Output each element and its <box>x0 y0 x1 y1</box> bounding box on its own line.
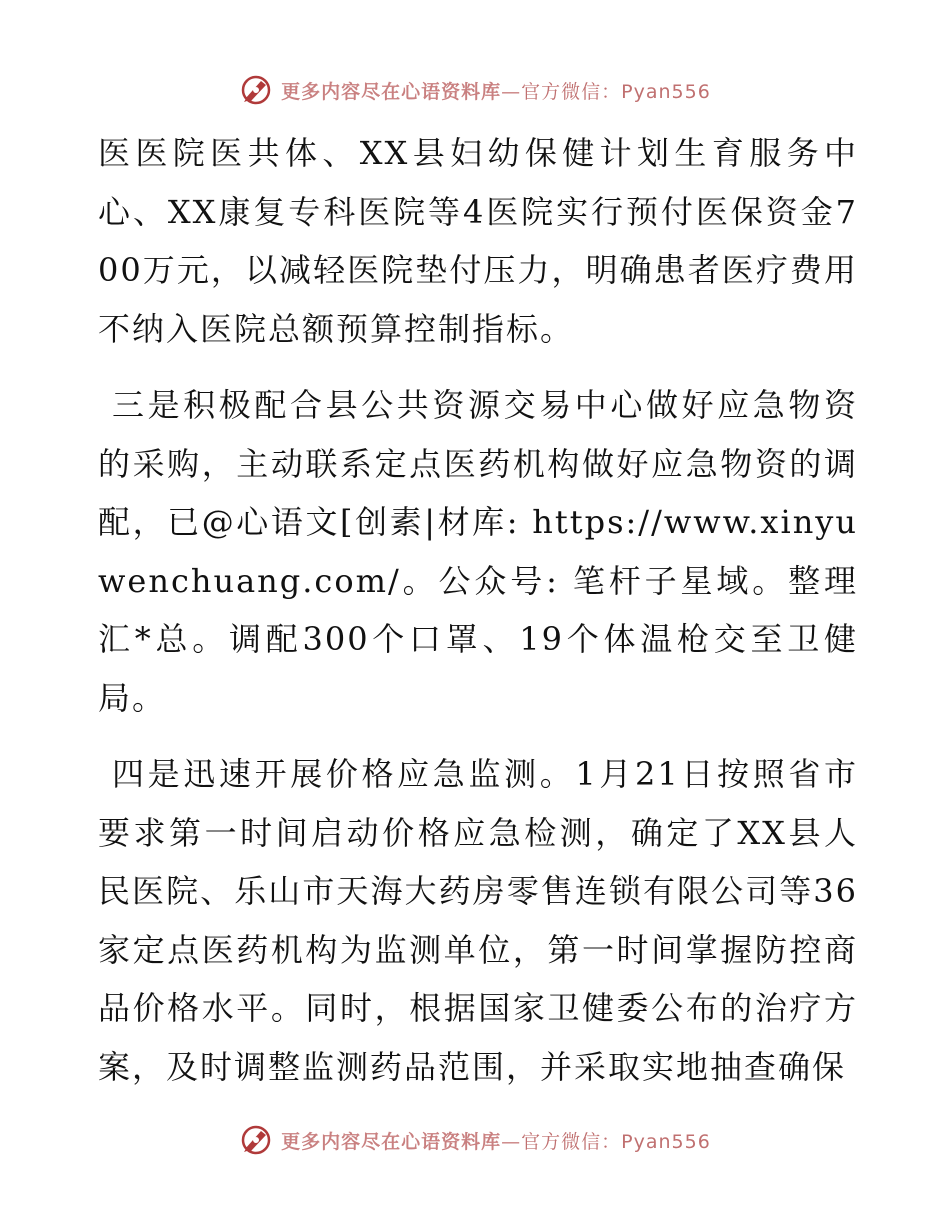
paragraph-1: 医医院医共体、XX县妇幼保健计划生育服务中心、XX康复专科医院等4医院实行预付医保资金700万元，以减轻医院垫付压力，明确患者医疗费用不纳入医院总额预算控制指标。 <box>98 134 858 348</box>
paragraph-2: 三是积极配合县公共资源交易中心做好应急物资的采购，主动联系定点医药机构做好应急物资的调配，已@心语文[创素|材库: https://www.xinyuwenchuang.com/。公众号: 笔杆子星域。整理汇*总。调配300个口罩、19个体温枪交至卫健局。 <box>98 386 858 717</box>
header-brand-label: 更多内容尽在心语资料库 <box>281 80 502 103</box>
header-brand-text <box>281 77 711 104</box>
footer-wechat-label: 官方微信：Pyan556 <box>521 1130 711 1153</box>
footer-separator: — <box>501 1130 522 1153</box>
header-separator: — <box>501 80 522 103</box>
footer-banner <box>0 1120 950 1160</box>
document-body <box>98 124 858 1096</box>
brand-logo-icon <box>239 73 273 107</box>
footer-brand-label: 更多内容尽在心语资料库 <box>281 1130 502 1153</box>
paragraph-3: 四是迅速开展价格应急监测。1月21日按照省市要求第一时间启动价格应急检测，确定了XX县人民医院、乐山市天海大药房零售连锁有限公司等36家定点医药机构为监测单位，第一时间掌握防控商品价格水平。同时，根据国家卫健委公布的治疗方案，及时调整监测药品范围，并采取实地抽查确保 <box>98 755 858 1086</box>
header-wechat-label: 官方微信：Pyan556 <box>521 80 711 103</box>
paragraph-gap <box>98 727 858 745</box>
header-banner <box>0 70 950 110</box>
paragraph-gap <box>98 358 858 376</box>
footer-brand-text <box>281 1127 711 1154</box>
brand-logo-icon <box>239 1123 273 1157</box>
